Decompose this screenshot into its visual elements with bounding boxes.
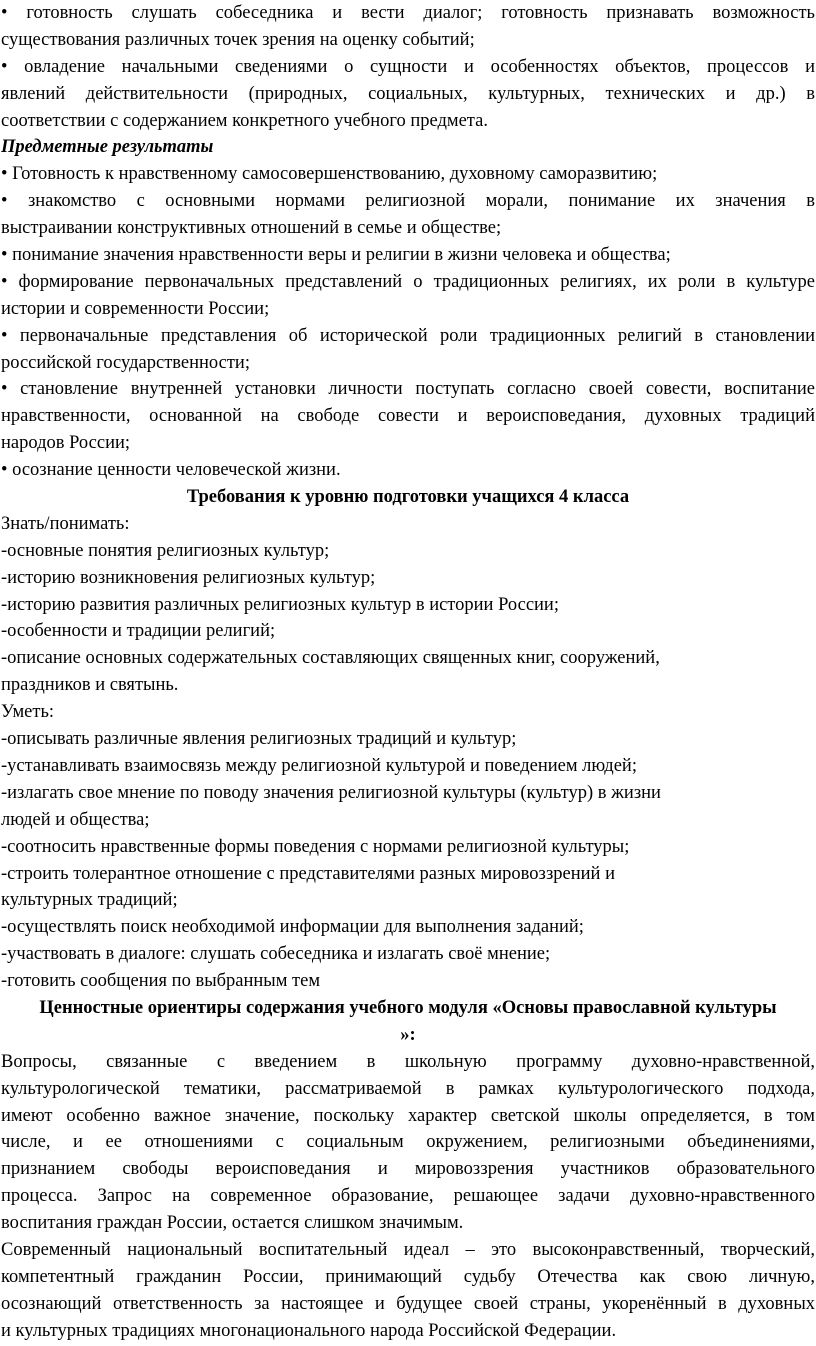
list-item [1, 645, 815, 699]
text-line: -излагать свое мнение по поводу значения религиозной культуры (культур) в жизни [1, 782, 661, 803]
text-line: российской государственности; [1, 352, 250, 373]
text-line: • Готовность к нравственному самосовершенствованию, духовному саморазвитию; [1, 164, 658, 185]
list-item: -устанавливать взаимосвязь между религиозной культурой и поведением людей; [1, 755, 637, 776]
list-item: -готовить сообщения по выбранным тем [1, 971, 321, 992]
text-line: признанием свободы вероисповедания и мировоззрения участников образовательного [1, 1159, 815, 1180]
text-line: и культурных традициях многонационального народа Российской Федерации. [1, 1320, 617, 1341]
list-item [1, 780, 815, 834]
text-line: • осознание ценности человеческой жизни. [1, 460, 341, 481]
bullet-item [1, 188, 815, 242]
paragraph [1, 1237, 815, 1345]
heading-line: Ценностные ориентиры содержания учебного модуля «Основы православной культуры [39, 997, 777, 1018]
paragraph [1, 1049, 815, 1237]
text-line: -строить толерантное отношение с представителями разных мировоззрений и [1, 863, 615, 884]
know-label: Знать/понимать: [1, 513, 130, 534]
text-line: имеют особенно важное значение, поскольку характер светской школы определяется, в том [1, 1105, 815, 1126]
bullet-item [1, 54, 815, 135]
text-line: • формирование первоначальных представлений о традиционных религиях, их роли в культуре [1, 271, 815, 292]
text-line: соответствии с содержанием конкретного учебного предмета. [1, 110, 488, 131]
text-line: культурологической тематики, рассматриваемой в рамках культурологического подхода, [1, 1078, 815, 1099]
list-item: -участвовать в диалоге: слушать собеседника и излагать своё мнение; [1, 944, 551, 965]
bullet-item [1, 323, 815, 377]
bullet-item [1, 0, 815, 54]
text-line: • готовность слушать собеседника и вести диалог; готовность признавать возможность [1, 3, 815, 23]
bullet-item [1, 242, 815, 269]
text-line: процесса. Запрос на современное образование, решающее задачи духовно-нравственного [1, 1186, 815, 1207]
text-line: Современный национальный воспитательный идеал – это высоконравственный, творческий, [1, 1239, 815, 1260]
text-line: • понимание значения нравственности веры и религии в жизни человека и общества; [1, 245, 671, 266]
text-line: воспитания граждан России, остается слишком значимым. [1, 1213, 464, 1234]
text-line: -описание основных содержательных составляющих священных книг, сооружений, [1, 648, 660, 669]
bullet-item [1, 457, 815, 484]
list-item: -описывать различные явления религиозных традиций и культур; [1, 729, 517, 750]
list-item: -основные понятия религиозных культур; [1, 540, 330, 561]
text-line: компетентный гражданин России, принимающий судьбу Отечества как свою личную, [1, 1266, 815, 1287]
section-heading-subject-results: Предметные результаты [1, 137, 214, 158]
text-line: Вопросы, связанные с введением в школьную программу духовно-нравственной, [1, 1051, 815, 1072]
bullet-item [1, 161, 815, 188]
text-line: осознающий ответственность за настоящее и будущее своей страны, укоренённый в духовных [1, 1293, 815, 1314]
can-label: Уметь: [1, 702, 55, 723]
list-item: -соотносить нравственные формы поведения с нормами религиозной культуры; [1, 836, 630, 857]
bullet-item [1, 269, 815, 323]
section-heading-values [1, 995, 815, 1049]
text-line: народов России; [1, 433, 131, 454]
text-line: истории и современности России; [1, 298, 270, 319]
list-item: -историю развития различных религиозных культур в истории России; [1, 594, 559, 615]
heading-line: »: [400, 1024, 416, 1045]
text-line: нравственности, основанной на свободе совести и вероисповедания, духовных традиций [1, 406, 815, 427]
text-line: праздников и святынь. [1, 675, 179, 696]
list-item: -особенности и традиции религий; [1, 621, 276, 642]
text-line: • становление внутренней установки личности поступать согласно своей совести, воспитание [1, 379, 815, 400]
list-item [1, 861, 815, 915]
text-line: • овладение начальными сведениями о сущности и особенностях объектов, процессов и [1, 56, 815, 77]
text-line: • знакомство с основными нормами религиозной морали, понимание их значения в [1, 191, 815, 212]
bullet-item [1, 376, 815, 457]
text-line: культурных традиций; [1, 890, 178, 911]
list-item: -историю возникновения религиозных культур; [1, 567, 376, 588]
text-line: явлений действительности (природных, социальных, культурных, технических и др.) в [1, 83, 815, 104]
text-line: числе, и ее отношениями с социальным окружением, религиозными объединениями, [1, 1132, 815, 1153]
text-line: • первоначальные представления об исторической роли традиционных религий в становлении [1, 325, 815, 346]
text-line: существования различных точек зрения на оценку событий; [1, 29, 475, 50]
text-line: людей и общества; [1, 809, 150, 830]
text-line: выстраивании конструктивных отношений в семье и обществе; [1, 218, 502, 239]
section-heading-requirements: Требования к уровню подготовки учащихся 4 класса [186, 487, 630, 508]
list-item: -осуществлять поиск необходимой информации для выполнения заданий; [1, 917, 584, 938]
